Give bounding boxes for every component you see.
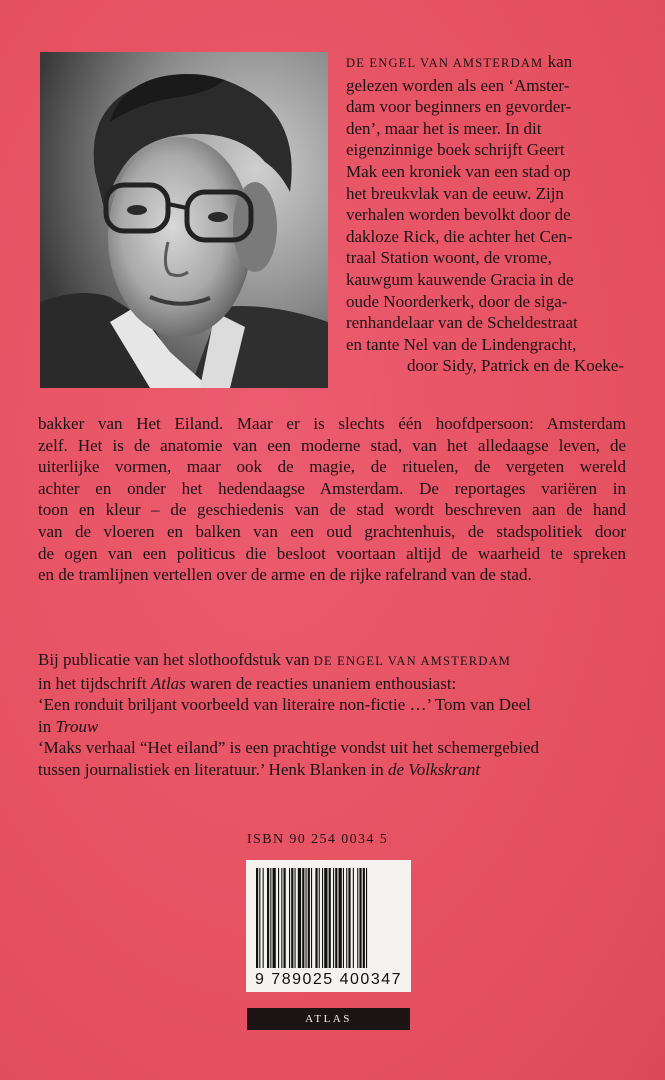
blurb-right-column bbox=[346, 51, 624, 377]
barcode-bar bbox=[295, 868, 296, 968]
blurb-line-2: gelezen worden als een ‘Amster- bbox=[346, 75, 570, 95]
publisher-label: ATLAS bbox=[247, 1008, 410, 1030]
newspaper-name: Trouw bbox=[55, 716, 99, 736]
blurb-full-width bbox=[38, 413, 626, 586]
barcode-bar bbox=[324, 868, 327, 968]
author-photo bbox=[40, 52, 328, 388]
blurb-full-line-1: bakker van Het Eiland. Maar er is slechts één hoofdpersoon: Amsterdam bbox=[38, 414, 626, 433]
barcode-bar bbox=[322, 868, 323, 968]
reviews-section bbox=[38, 649, 638, 781]
book-title-inline: DE ENGEL VAN AMSTERDAM bbox=[346, 56, 544, 70]
barcode-bar bbox=[319, 868, 320, 968]
blurb-line-8: verhalen worden bevolkt door de bbox=[346, 205, 571, 225]
blurb-full-line-5: toon en kleur – de geschiedenis van de stad wordt beschreven aan de hand bbox=[38, 500, 626, 520]
review-quote-2: ‘Maks verhaal “Het eiland” is een prachtige vondst uit het schemergebied bbox=[38, 738, 540, 758]
blurb-line-11: kauwgum kauwende Gracia in de bbox=[346, 269, 574, 289]
barcode-bar bbox=[333, 868, 334, 968]
blurb-line-15: door Sidy, Patrick en de Koeke- bbox=[406, 356, 624, 376]
author-portrait-photo bbox=[40, 52, 328, 388]
barcode-bar bbox=[259, 868, 260, 968]
barcode-bar bbox=[270, 868, 271, 968]
barcode-bar bbox=[291, 868, 293, 968]
barcode-digits: 9 789025 400347 bbox=[254, 971, 403, 988]
barcode-bar bbox=[281, 868, 282, 968]
review-source-2: tussen journalistiek en literatuur.’ Henk Blanken in de Volkskrant bbox=[38, 759, 481, 779]
review-quote-1: ‘Een ronduit briljant voorbeeld van literaire non-fictie …’ Tom van Deel bbox=[38, 695, 531, 715]
blurb-line-14: en tante Nel van de Lindengracht, bbox=[346, 334, 577, 354]
barcode-icon bbox=[246, 860, 411, 972]
blurb-line-12: oude Noorderkerk, door de siga- bbox=[346, 291, 568, 311]
barcode-bar bbox=[335, 868, 337, 968]
blurb-line-3: dam voor beginners en gevorder- bbox=[346, 97, 572, 117]
blurb-full-line-8: en de tramlijnen vertellen over de arme en de rijke rafelrand van de stad. bbox=[38, 565, 532, 585]
review-source-1: in Trouw bbox=[38, 716, 99, 736]
blurb-full-line-7: de ogen van een politicus die besloot voortaan altijd de waarheid te spreken bbox=[38, 543, 626, 563]
reviews-line-1: Bij publicatie van het slothoofdstuk van DE ENGEL VAN AMSTERDAM bbox=[38, 650, 512, 669]
blurb-line-1: DE ENGEL VAN AMSTERDAM kan bbox=[346, 52, 573, 71]
blurb-full-line-6: van de vloeren en balken van een oud grachtenhuis, de stadspolitiek door bbox=[38, 521, 626, 541]
barcode-bar bbox=[315, 868, 317, 968]
blurb-line-5: eigenzinnige boek schrijft Geert bbox=[346, 140, 565, 160]
barcode-bar bbox=[284, 868, 286, 968]
blurb-line-13: renhandelaar van de Scheldestraat bbox=[346, 313, 578, 333]
book-title-inline: DE ENGEL VAN AMSTERDAM bbox=[313, 654, 512, 668]
barcode-bar bbox=[353, 868, 354, 968]
barcode-bar bbox=[363, 868, 365, 968]
barcode-bar bbox=[348, 868, 350, 968]
barcode-bar bbox=[346, 868, 347, 968]
barcode-bar bbox=[343, 868, 344, 968]
blurb-line-9: dakloze Rick, die achter het Cen- bbox=[346, 226, 573, 246]
barcode-bar bbox=[311, 868, 312, 968]
blurb-line-4: den’, maar het is meer. In dit bbox=[346, 118, 542, 138]
barcode-bar bbox=[357, 868, 358, 968]
barcode-bar bbox=[302, 868, 304, 968]
barcode-bar bbox=[366, 868, 367, 968]
barcode-bar bbox=[289, 868, 290, 968]
blurb-full-line-3: uiterlijke vormen, maar ook de magie, de rituelen, de vergeten wereld bbox=[38, 457, 626, 477]
barcode-bar bbox=[263, 868, 264, 968]
barcode-bar bbox=[308, 868, 310, 968]
reviews-line-2: in het tijdschrift Atlas waren de reacties unaniem enthousiast: bbox=[38, 673, 457, 693]
blurb-full-line-2: zelf. Het is de anatomie van een moderne stad, van het alledaagse leven, de bbox=[38, 435, 626, 455]
newspaper-name: de Volkskrant bbox=[388, 759, 481, 779]
barcode-bar bbox=[298, 868, 301, 968]
barcode-bar bbox=[267, 868, 269, 968]
isbn-text: ISBN 90 254 0034 5 bbox=[247, 832, 389, 847]
barcode-bar bbox=[359, 868, 361, 968]
barcode-bar bbox=[273, 868, 276, 968]
blurb-full-line-4: achter en onder het hedendaagse Amsterdam. De reportages variëren in bbox=[38, 478, 626, 498]
blurb-line-7: het breukvlak van de eeuw. Zijn bbox=[346, 183, 564, 203]
blurb-line-10: traal Station woont, de vrome, bbox=[346, 248, 552, 268]
magazine-name: Atlas bbox=[150, 673, 186, 693]
barcode-bar bbox=[278, 868, 279, 968]
barcode-bar bbox=[306, 868, 307, 968]
barcode-bar bbox=[339, 868, 342, 968]
barcode-bar bbox=[329, 868, 331, 968]
barcode-bar bbox=[256, 868, 258, 968]
barcode bbox=[246, 860, 411, 992]
blurb-line-6: Mak een kroniek van een stad op bbox=[346, 161, 571, 181]
